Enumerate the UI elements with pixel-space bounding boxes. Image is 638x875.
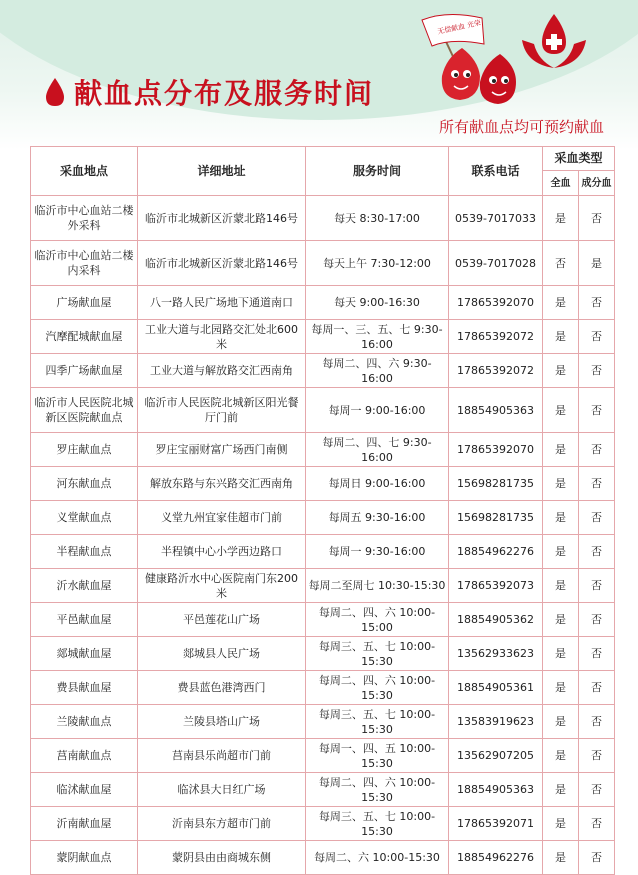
table-row (31, 286, 615, 320)
cell-phone: 17865392072 (449, 354, 543, 388)
cell-component: 否 (579, 320, 615, 354)
table-row (31, 637, 615, 671)
cell-address: 半程镇中心小学西边路口 (138, 535, 306, 569)
cell-address: 义堂九州宜家佳超市门前 (138, 501, 306, 535)
table-row (31, 807, 615, 841)
blood-drop-mascot-icon (412, 8, 532, 108)
cell-whole: 是 (543, 773, 579, 807)
donation-schedule-table (30, 146, 615, 875)
cell-time: 每天上午 7:30-12:00 (306, 241, 449, 286)
table-row (31, 241, 615, 286)
cell-location: 罗庄献血点 (31, 433, 138, 467)
flag-text: 无偿献血 光荣 (436, 18, 482, 36)
cell-address: 临沭县大日红广场 (138, 773, 306, 807)
cell-address: 临沂市人民医院北城新区阳光餐厅门前 (138, 388, 306, 433)
table-row (31, 320, 615, 354)
cell-whole: 是 (543, 320, 579, 354)
cell-location: 临沂市中心血站二楼外采科 (31, 196, 138, 241)
cell-address: 莒南县乐尚超市门前 (138, 739, 306, 773)
cell-phone: 18854905363 (449, 388, 543, 433)
cell-whole: 是 (543, 354, 579, 388)
cell-phone: 17865392072 (449, 320, 543, 354)
cell-time: 每周一、四、五 10:00-15:30 (306, 739, 449, 773)
cell-address: 健康路沂水中心医院南门东200米 (138, 569, 306, 603)
cell-component: 否 (579, 467, 615, 501)
cell-time: 每天 9:00-16:30 (306, 286, 449, 320)
cell-address: 费县蓝色港湾西门 (138, 671, 306, 705)
cell-whole: 是 (543, 739, 579, 773)
cell-time: 每周二、六 10:00-15:30 (306, 841, 449, 875)
cell-time: 每周一 9:30-16:00 (306, 535, 449, 569)
table-header-row (31, 147, 615, 171)
table-row (31, 569, 615, 603)
cell-time: 每周二、四、六 10:00-15:00 (306, 603, 449, 637)
cell-phone: 17865392073 (449, 569, 543, 603)
header-location: 采血地点 (31, 147, 138, 196)
cell-time: 每周五 9:30-16:00 (306, 501, 449, 535)
cell-phone: 18854962276 (449, 841, 543, 875)
cell-time: 每周一 9:00-16:00 (306, 388, 449, 433)
cell-time: 每周二、四、六 10:00-15:30 (306, 671, 449, 705)
header-type: 采血类型 (543, 147, 615, 171)
cell-location: 临沂市中心血站二楼内采科 (31, 241, 138, 286)
cell-whole: 是 (543, 388, 579, 433)
header-whole-blood: 全血 (543, 171, 579, 196)
table-row (31, 705, 615, 739)
cell-time: 每周三、五、七 10:00-15:30 (306, 807, 449, 841)
cell-phone: 13583919623 (449, 705, 543, 739)
cell-time: 每周三、五、七 10:00-15:30 (306, 637, 449, 671)
cell-component: 否 (579, 773, 615, 807)
cell-phone: 15698281735 (449, 467, 543, 501)
table-row (31, 841, 615, 875)
cell-address: 工业大道与北园路交汇处北600米 (138, 320, 306, 354)
cell-component: 否 (579, 388, 615, 433)
table-row (31, 739, 615, 773)
header-phone: 联系电话 (449, 147, 543, 196)
cell-phone: 17865392071 (449, 807, 543, 841)
cell-whole: 是 (543, 671, 579, 705)
cell-location: 费县献血屋 (31, 671, 138, 705)
cell-address: 郯城县人民广场 (138, 637, 306, 671)
cell-phone: 13562907205 (449, 739, 543, 773)
cell-time: 每周二、四、六 9:30-16:00 (306, 354, 449, 388)
cell-location: 临沂市人民医院北城新区医院献血点 (31, 388, 138, 433)
table-row (31, 501, 615, 535)
blood-donation-logo-icon (516, 10, 592, 74)
cell-time: 每周二至周七 10:30-15:30 (306, 569, 449, 603)
cell-whole: 是 (543, 807, 579, 841)
cell-component: 否 (579, 196, 615, 241)
table-row (31, 671, 615, 705)
cell-time: 每天 8:30-17:00 (306, 196, 449, 241)
cell-location: 莒南献血点 (31, 739, 138, 773)
cell-phone: 18854905362 (449, 603, 543, 637)
cell-whole: 是 (543, 841, 579, 875)
cell-location: 临沭献血屋 (31, 773, 138, 807)
cell-location: 沂水献血屋 (31, 569, 138, 603)
table-row (31, 388, 615, 433)
cell-component: 否 (579, 501, 615, 535)
cell-whole: 是 (543, 286, 579, 320)
cell-component: 否 (579, 807, 615, 841)
cell-component: 否 (579, 739, 615, 773)
cell-component: 否 (579, 671, 615, 705)
cell-component: 否 (579, 354, 615, 388)
cell-phone: 13562933623 (449, 637, 543, 671)
table-row (31, 354, 615, 388)
cell-location: 汽摩配城献血屋 (31, 320, 138, 354)
cell-whole: 是 (543, 569, 579, 603)
cell-component: 否 (579, 637, 615, 671)
table-row (31, 773, 615, 807)
cell-address: 工业大道与解放路交汇西南角 (138, 354, 306, 388)
cell-phone: 15698281735 (449, 501, 543, 535)
cell-phone: 17865392070 (449, 433, 543, 467)
cell-time: 每周一、三、五、七 9:30-16:00 (306, 320, 449, 354)
cell-whole: 是 (543, 637, 579, 671)
cell-whole: 是 (543, 467, 579, 501)
cell-location: 半程献血点 (31, 535, 138, 569)
header-time: 服务时间 (306, 147, 449, 196)
title-row (44, 72, 374, 112)
cell-location: 广场献血屋 (31, 286, 138, 320)
cell-whole: 是 (543, 433, 579, 467)
cell-component: 否 (579, 535, 615, 569)
cell-component: 否 (579, 705, 615, 739)
page-title: 献血点分布及服务时间 (74, 77, 375, 110)
cell-phone: 0539-7017033 (449, 196, 543, 241)
cell-address: 沂南县东方超市门前 (138, 807, 306, 841)
cell-component: 否 (579, 286, 615, 320)
cell-address: 罗庄宝丽财富广场西门南侧 (138, 433, 306, 467)
cell-time: 每周三、五、七 10:00-15:30 (306, 705, 449, 739)
cell-address: 解放东路与东兴路交汇西南角 (138, 467, 306, 501)
cell-time: 每周二、四、七 9:30-16:00 (306, 433, 449, 467)
cell-location: 义堂献血点 (31, 501, 138, 535)
cell-address: 蒙阴县由由商城东侧 (138, 841, 306, 875)
cell-location: 郯城献血屋 (31, 637, 138, 671)
cell-location: 兰陵献血点 (31, 705, 138, 739)
header-component-blood: 成分血 (579, 171, 615, 196)
appointment-note: 所有献血点均可预约献血 (438, 118, 604, 136)
cell-phone: 18854905361 (449, 671, 543, 705)
cell-phone: 18854905363 (449, 773, 543, 807)
cell-location: 沂南献血屋 (31, 807, 138, 841)
header-address: 详细地址 (138, 147, 306, 196)
cell-address: 兰陵县塔山广场 (138, 705, 306, 739)
cell-location: 四季广场献血屋 (31, 354, 138, 388)
cell-whole: 是 (543, 535, 579, 569)
table-row (31, 433, 615, 467)
cell-phone: 0539-7017028 (449, 241, 543, 286)
cell-location: 河东献血点 (31, 467, 138, 501)
blood-drop-icon (44, 77, 66, 107)
cell-whole: 是 (543, 501, 579, 535)
cell-component: 否 (579, 841, 615, 875)
cell-location: 平邑献血屋 (31, 603, 138, 637)
cell-component: 否 (579, 603, 615, 637)
cell-component: 是 (579, 241, 615, 286)
cell-time: 每周二、四、六 10:00-15:30 (306, 773, 449, 807)
table-row (31, 535, 615, 569)
cell-address: 临沂市北城新区沂蒙北路146号 (138, 241, 306, 286)
cell-location: 蒙阴献血点 (31, 841, 138, 875)
cell-time: 每周日 9:00-16:00 (306, 467, 449, 501)
cell-whole: 是 (543, 705, 579, 739)
cell-component: 否 (579, 433, 615, 467)
table-row (31, 603, 615, 637)
cell-whole: 是 (543, 196, 579, 241)
cell-component: 否 (579, 569, 615, 603)
cell-phone: 18854962276 (449, 535, 543, 569)
cell-whole: 是 (543, 603, 579, 637)
cell-whole: 否 (543, 241, 579, 286)
cell-phone: 17865392070 (449, 286, 543, 320)
table-row (31, 196, 615, 241)
cell-address: 平邑莲花山广场 (138, 603, 306, 637)
table-row (31, 467, 615, 501)
cell-address: 临沂市北城新区沂蒙北路146号 (138, 196, 306, 241)
cell-address: 八一路人民广场地下通道南口 (138, 286, 306, 320)
